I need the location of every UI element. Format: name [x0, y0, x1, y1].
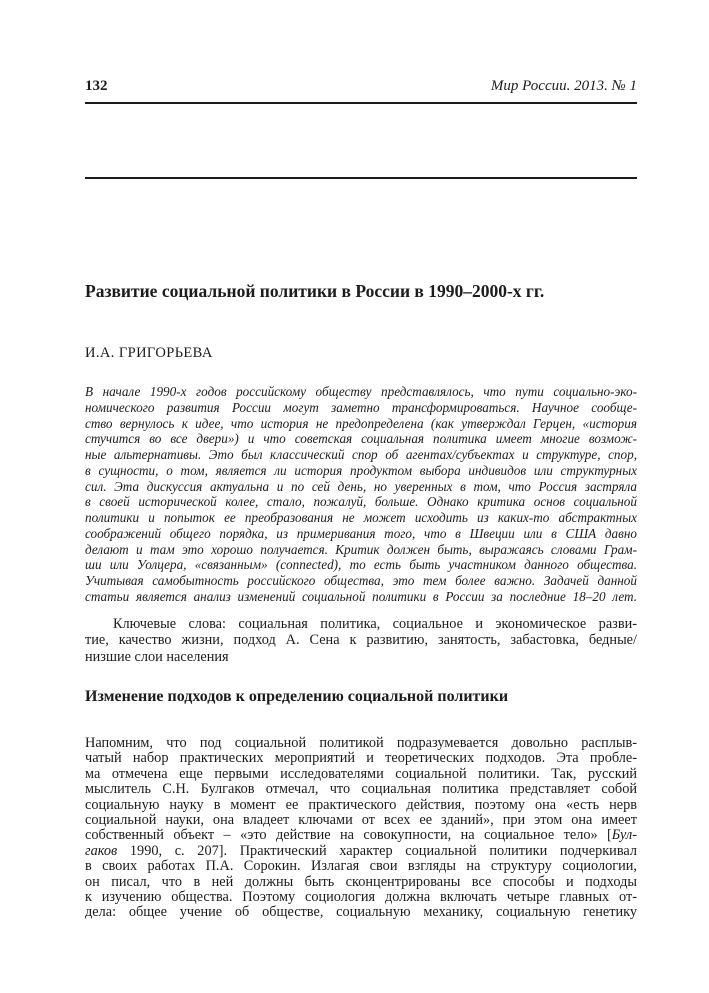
text-line: соображений общего порядка, из примеривания того, что в Швеции или в США давно: [85, 525, 637, 541]
journal-title: Мир России. 2013. № 1: [490, 78, 637, 94]
text-line: В начале 1990-х годов российскому обществу представлялось, что пути социально-эко-: [85, 384, 637, 399]
header-rule: [85, 102, 637, 104]
text-line: он писал, что в ней должны быть сконцентрированы все способы и подходы: [85, 874, 637, 890]
text-line: статьи является анализ изменений социальной политики в России за последние 18–20 лет.: [85, 588, 637, 604]
text-line: ши или Уолцера, «связанным» (connected), то есть быть участником данного общества.: [85, 557, 637, 573]
text-line: социальную науку в момент ее практического действия, поэтому она «есть нерв: [85, 797, 637, 813]
text-line: социальной науки, она владеет ключами от всех ее зданий», при этом она имеет: [85, 813, 637, 829]
text-line: стучится во все двери») и что советская социальная политика имеет многие возмож-: [85, 431, 637, 447]
text-line: ма отмечена еще первыми исследователями социальной политики. Так, русский: [85, 766, 637, 782]
text-line: в своих работах П.А. Сорокин. Излагая свои взгляды на структуру социологии,: [85, 859, 637, 875]
text-line: к изучению общества. Поэтому социология должна включать четыре главных от-: [85, 890, 637, 906]
keywords: [85, 616, 637, 665]
text-line: низшие слои населения: [85, 648, 229, 665]
article-title: Развитие социальной политики в России в 1990–2000-х гг.: [85, 281, 545, 301]
text-line: Напомним, что под социальной политикой подразумевается довольно расплыв-: [85, 736, 637, 751]
text-line: сил. Эта дискуссия актуальна и по сей день, но уверенных в том, что Россия застряла: [85, 478, 637, 494]
text-line: тие, качество жизни, подход А. Сена к развитию, занятость, забастовка, бедные/: [85, 632, 637, 649]
text-line: мыслитель С.Н. Булгаков отмечал, что социальная политика представляет собой: [85, 782, 637, 798]
section-heading: Изменение подходов к определению социальной политики: [85, 688, 509, 705]
citation-author: гаков: [85, 843, 118, 859]
citation-author: Бул-: [611, 828, 637, 844]
text-segment: собственный объект – «это действие на совокупности, на социальное тело» [: [85, 828, 612, 844]
text-line: Ключевые слова: социальная политика, социальное и экономическое разви-: [113, 616, 637, 632]
abstract: [85, 384, 637, 605]
text-line: ные альтернативы. Это был классический спор об агентах/субъектах и структуре, спор,: [85, 447, 637, 462]
text-line: Учитывая самобытность российского общества, это тем более важно. Задачей данной: [85, 573, 637, 588]
text-line: чатый набор практических мероприятий и теоретических подходов. Эта пробле-: [85, 751, 637, 767]
text-line: в сущности, о том, является ли история продуктом выбора индивидов или структурных: [85, 462, 637, 478]
page-number: 132: [85, 78, 108, 94]
text-line: [85, 828, 637, 843]
text-line: делают и там это хорошо получается. Критик должен быть, выражаясь словами Грам-: [85, 541, 637, 557]
running-head: [85, 77, 637, 95]
text-line: в своей исторической колее, стало, пожалуй, больше. Однако критика основ социальной: [85, 494, 637, 510]
text-line: дела: общее учение об обществе, социальную механику, социальную генетику: [85, 905, 637, 921]
text-line: номического развития России могут заметно трансформироваться. Научное сообще-: [85, 399, 637, 415]
text-segment: 1990, с. 207]. Практический характер социальной политики подчеркивал: [117, 843, 637, 859]
text-line: ство вернулось к идее, что история не предопределена (как утверждал Герцен, «история: [85, 415, 637, 431]
author-name: И.А. ГРИГОРЬЕВА: [85, 345, 213, 361]
body-paragraph: [85, 736, 637, 921]
title-block-rule: [85, 177, 637, 179]
text-line: [85, 844, 637, 859]
text-line: политики и попыток ее преобразования не может исходить из каких-то абстрактных: [85, 510, 637, 525]
